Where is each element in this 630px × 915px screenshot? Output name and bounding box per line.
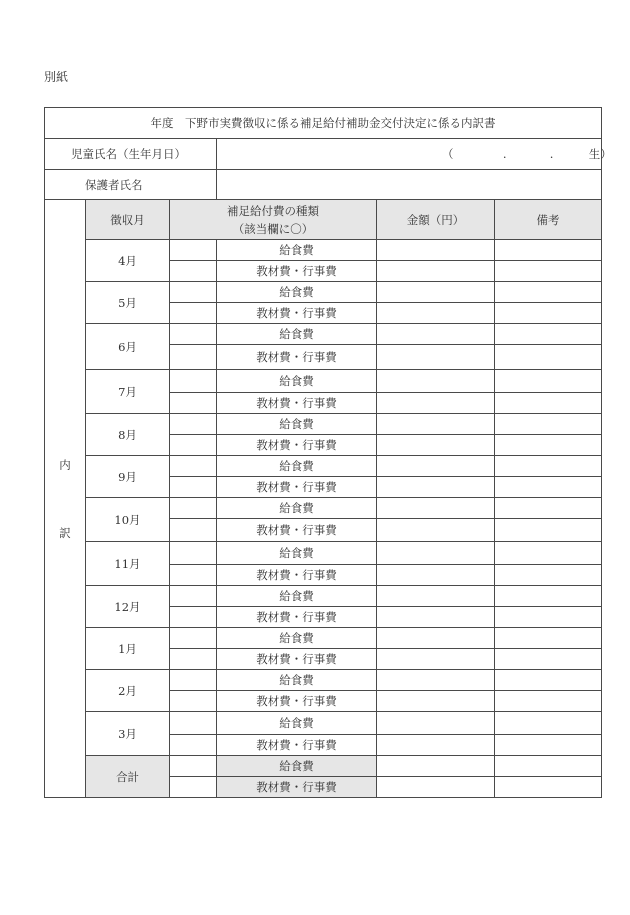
remarks-cell[interactable]	[495, 456, 602, 477]
remarks-cell[interactable]	[495, 691, 602, 712]
benefit-check-cell[interactable]	[170, 456, 217, 477]
amount-cell[interactable]	[377, 498, 495, 519]
benefit-type-meal: 給食費	[217, 498, 377, 519]
amount-cell[interactable]	[377, 324, 495, 345]
remarks-cell[interactable]	[495, 435, 602, 456]
benefit-check-cell[interactable]	[170, 414, 217, 435]
month-8-row-1	[45, 586, 602, 607]
breakdown-label-char-1: 内	[59, 457, 71, 472]
amount-cell[interactable]	[377, 456, 495, 477]
remarks-cell[interactable]	[495, 542, 602, 565]
remarks-cell[interactable]	[495, 586, 602, 607]
total-row-1	[45, 756, 602, 777]
benefit-type-materials-events: 教材費・行事費	[217, 435, 377, 456]
benefit-check-cell[interactable]	[170, 393, 217, 414]
birth-date-open: （	[442, 147, 454, 161]
benefit-type-materials-events: 教材費・行事費	[217, 777, 377, 798]
benefit-check-cell[interactable]	[170, 670, 217, 691]
guardian-name-label: 保護者氏名	[45, 170, 217, 200]
header-remarks: 備考	[495, 200, 602, 240]
amount-cell[interactable]	[377, 303, 495, 324]
month-5-row-1	[45, 456, 602, 477]
benefit-check-cell[interactable]	[170, 628, 217, 649]
header-benefit-type	[170, 200, 377, 240]
benefit-check-cell[interactable]	[170, 607, 217, 628]
benefit-type-materials-events: 教材費・行事費	[217, 345, 377, 370]
benefit-check-cell[interactable]	[170, 756, 217, 777]
benefit-check-cell[interactable]	[170, 303, 217, 324]
amount-cell[interactable]	[377, 542, 495, 565]
remarks-cell[interactable]	[495, 498, 602, 519]
benefit-check-cell[interactable]	[170, 691, 217, 712]
month-label: 8月	[86, 414, 170, 456]
remarks-cell[interactable]	[495, 756, 602, 777]
benefit-type-meal: 給食費	[217, 542, 377, 565]
remarks-cell[interactable]	[495, 607, 602, 628]
amount-cell[interactable]	[377, 586, 495, 607]
month-label: 7月	[86, 370, 170, 414]
benefit-type-materials-events: 教材費・行事費	[217, 519, 377, 542]
attachment-label: 別紙	[44, 70, 69, 84]
benefit-check-cell[interactable]	[170, 240, 217, 261]
amount-cell[interactable]	[377, 712, 495, 735]
child-name-field[interactable]	[217, 139, 612, 170]
benefit-type-materials-events: 教材費・行事費	[217, 565, 377, 586]
benefit-check-cell[interactable]	[170, 261, 217, 282]
remarks-cell[interactable]	[495, 477, 602, 498]
remarks-cell[interactable]	[495, 370, 602, 393]
amount-cell[interactable]	[377, 691, 495, 712]
month-1-row-1	[45, 282, 602, 303]
remarks-cell[interactable]	[495, 649, 602, 670]
remarks-cell[interactable]	[495, 712, 602, 735]
month-9-row-1	[45, 628, 602, 649]
remarks-cell[interactable]	[495, 393, 602, 414]
benefit-check-cell[interactable]	[170, 345, 217, 370]
breakdown-label	[45, 200, 86, 798]
month-label: 10月	[86, 498, 170, 542]
amount-cell[interactable]	[377, 435, 495, 456]
month-7-row-1	[45, 542, 602, 565]
benefit-type-materials-events: 教材費・行事費	[217, 607, 377, 628]
benefit-type-materials-events: 教材費・行事費	[217, 303, 377, 324]
month-label: 3月	[86, 712, 170, 756]
total-label: 合計	[86, 756, 170, 798]
header-month: 徴収月	[86, 200, 170, 240]
month-label: 9月	[86, 456, 170, 498]
guardian-name-field[interactable]	[217, 170, 602, 200]
benefit-check-cell[interactable]	[170, 435, 217, 456]
benefit-check-cell[interactable]	[170, 519, 217, 542]
month-4-row-1	[45, 414, 602, 435]
breakdown-label-char-2: 訳	[59, 525, 71, 540]
header-amount: 金額（円）	[377, 200, 495, 240]
child-name-label: 児童氏名（生年月日）	[45, 139, 217, 170]
amount-cell[interactable]	[377, 414, 495, 435]
amount-cell[interactable]	[377, 565, 495, 586]
month-label: 6月	[86, 324, 170, 370]
birth-date-suffix: 生）	[588, 147, 612, 161]
remarks-cell[interactable]	[495, 670, 602, 691]
benefit-type-meal: 給食費	[217, 414, 377, 435]
amount-cell[interactable]	[377, 345, 495, 370]
amount-cell[interactable]	[377, 261, 495, 282]
remarks-cell[interactable]	[495, 565, 602, 586]
remarks-cell[interactable]	[495, 628, 602, 649]
benefit-check-cell[interactable]	[170, 498, 217, 519]
header-benefit-type-line2: （該当欄に〇）	[232, 221, 314, 236]
month-label: 4月	[86, 240, 170, 282]
remarks-cell[interactable]	[495, 324, 602, 345]
benefit-check-cell[interactable]	[170, 586, 217, 607]
benefit-type-meal: 給食費	[217, 670, 377, 691]
month-label: 2月	[86, 670, 170, 712]
benefit-type-meal: 給食費	[217, 586, 377, 607]
month-3-row-1	[45, 370, 602, 393]
amount-cell[interactable]	[377, 240, 495, 261]
benefit-type-materials-events: 教材費・行事費	[217, 735, 377, 756]
benefit-type-materials-events: 教材費・行事費	[217, 261, 377, 282]
remarks-cell[interactable]	[495, 414, 602, 435]
birth-date-sep-2: .	[549, 147, 554, 161]
amount-cell[interactable]	[377, 670, 495, 691]
breakdown-form-table	[44, 107, 612, 798]
amount-cell[interactable]	[377, 649, 495, 670]
amount-cell[interactable]	[377, 370, 495, 393]
benefit-check-cell[interactable]	[170, 712, 217, 735]
amount-cell[interactable]	[377, 282, 495, 303]
benefit-type-meal: 給食費	[217, 324, 377, 345]
benefit-type-meal: 給食費	[217, 712, 377, 735]
benefit-check-cell[interactable]	[170, 477, 217, 498]
benefit-type-meal: 給食費	[217, 628, 377, 649]
amount-cell[interactable]	[377, 735, 495, 756]
benefit-check-cell[interactable]	[170, 370, 217, 393]
month-6-row-1	[45, 498, 602, 519]
remarks-cell[interactable]	[495, 345, 602, 370]
benefit-type-meal: 給食費	[217, 756, 377, 777]
remarks-cell[interactable]	[495, 519, 602, 542]
amount-cell[interactable]	[377, 777, 495, 798]
month-10-row-1	[45, 670, 602, 691]
month-11-row-1	[45, 712, 602, 735]
amount-cell[interactable]	[377, 628, 495, 649]
month-label: 5月	[86, 282, 170, 324]
benefit-type-meal: 給食費	[217, 370, 377, 393]
month-0-row-1	[45, 240, 602, 261]
benefit-type-materials-events: 教材費・行事費	[217, 691, 377, 712]
amount-cell[interactable]	[377, 607, 495, 628]
benefit-type-materials-events: 教材費・行事費	[217, 477, 377, 498]
benefit-type-meal: 給食費	[217, 240, 377, 261]
remarks-cell[interactable]	[495, 240, 602, 261]
month-label: 11月	[86, 542, 170, 586]
amount-cell[interactable]	[377, 519, 495, 542]
remarks-cell[interactable]	[495, 282, 602, 303]
amount-cell[interactable]	[377, 477, 495, 498]
month-label: 12月	[86, 586, 170, 628]
amount-cell[interactable]	[377, 756, 495, 777]
benefit-type-meal: 給食費	[217, 456, 377, 477]
form-title: 年度 下野市実費徴収に係る補足給付補助金交付決定に係る内訳書	[45, 108, 602, 139]
birth-date-sep-1: .	[502, 147, 507, 161]
remarks-cell[interactable]	[495, 261, 602, 282]
remarks-cell[interactable]	[495, 735, 602, 756]
benefit-check-cell[interactable]	[170, 649, 217, 670]
benefit-check-cell[interactable]	[170, 777, 217, 798]
month-2-row-1	[45, 324, 602, 345]
benefit-type-materials-events: 教材費・行事費	[217, 393, 377, 414]
benefit-check-cell[interactable]	[170, 324, 217, 345]
benefit-type-meal: 給食費	[217, 282, 377, 303]
benefit-check-cell[interactable]	[170, 542, 217, 565]
month-label: 1月	[86, 628, 170, 670]
benefit-check-cell[interactable]	[170, 565, 217, 586]
benefit-check-cell[interactable]	[170, 282, 217, 303]
benefit-check-cell[interactable]	[170, 735, 217, 756]
amount-cell[interactable]	[377, 393, 495, 414]
benefit-type-materials-events: 教材費・行事費	[217, 649, 377, 670]
remarks-cell[interactable]	[495, 777, 602, 798]
remarks-cell[interactable]	[495, 303, 602, 324]
header-benefit-type-line1: 補足給付費の種類	[227, 203, 319, 218]
